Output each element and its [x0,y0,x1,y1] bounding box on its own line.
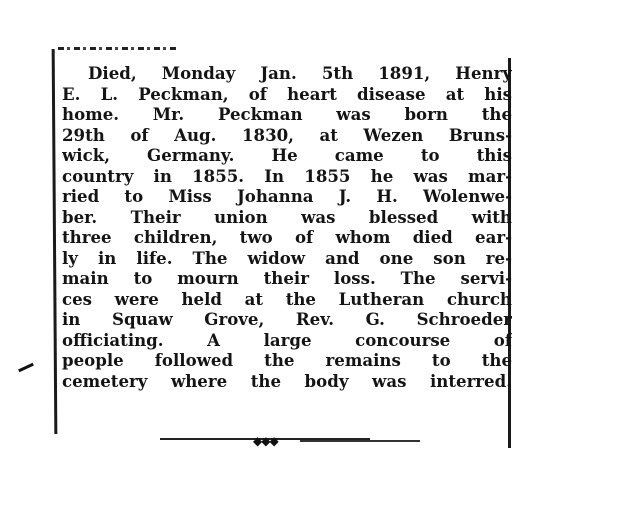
obituary-line: officiating. A large concourse of [62,329,512,350]
obituary-line: ried to Miss Johanna J. H. Wolenwe- [62,186,512,206]
stray-scan-mark [18,363,34,372]
obituary-line: home. Mr. Peckman was born the [62,104,512,124]
obituary-line: country in 1855. In 1855 he was mar- [62,165,512,186]
obituary-line: people followed the remains to the [62,350,512,370]
obituary-line: main to mourn their loss. The servi- [62,268,512,288]
obituary-line: E. L. Peckman, of heart disease at his [62,83,512,104]
obituary-line: ly in life. The widow and one son re- [62,247,512,268]
obituary-line: ber. Their union was blessed with [62,206,512,227]
obituary-line: Died, Monday Jan. 5th 1891, Henry [88,63,512,83]
obituary-line: cemetery where the body was interred. [62,370,512,391]
obituary-line: ces were held at the Lutheran church [62,288,512,309]
obituary-line: 29th of Aug. 1830, at Wezen Bruns- [62,124,512,145]
clipping-top-edge [58,47,178,50]
closing-rule-extension [300,440,420,442]
obituary-line: in Squaw Grove, Rev. G. Schroeder [62,309,512,329]
obituary-line: three children, two of whom died ear- [62,227,512,247]
rule-ornament: ◆◆◆ [253,434,278,448]
obituary-text [62,63,512,391]
obituary-line: wick, Germany. He came to this [62,145,512,165]
